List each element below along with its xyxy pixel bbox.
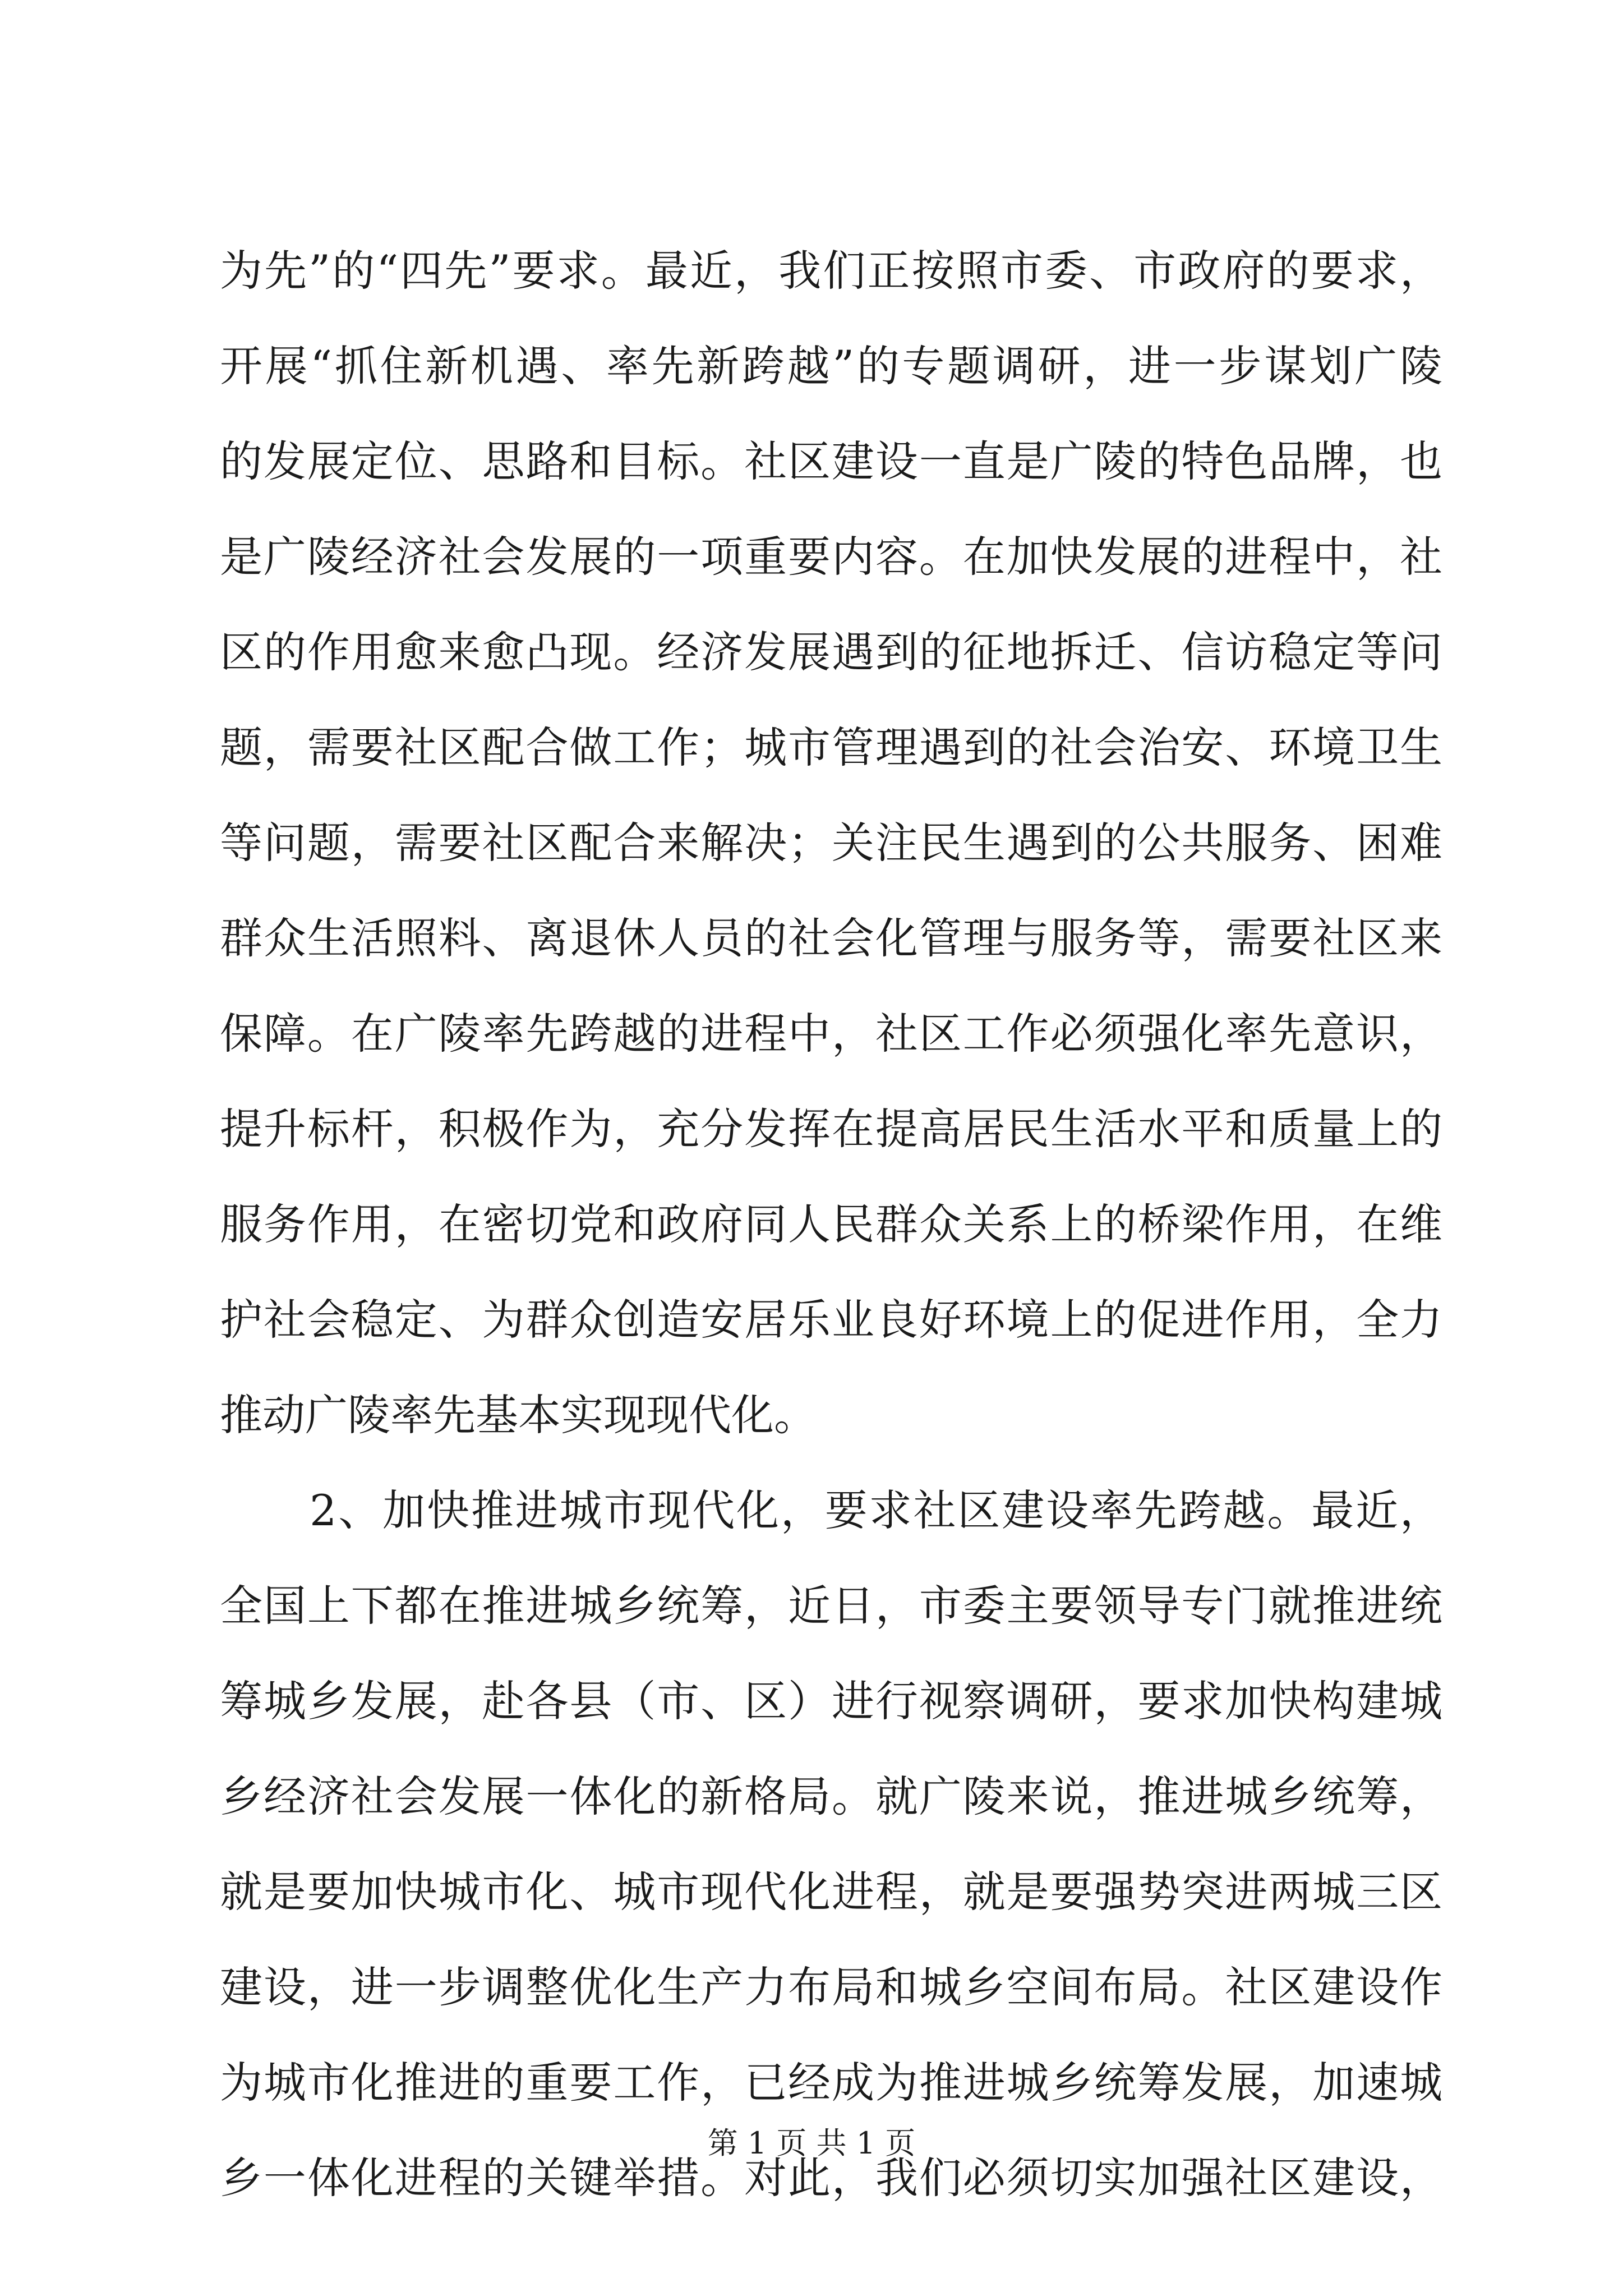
- text-line: 开展“抓住新机遇、率先新跨越”的专题调研，进一步谋划广陵: [220, 341, 1442, 391]
- text-line: 的发展定位、思路和目标。社区建设一直是广陵的特色品牌，也: [220, 436, 1442, 486]
- text-line: 保障。在广陵率先跨越的进程中，社区工作必须强化率先意识，: [220, 1009, 1442, 1059]
- text-line: 是广陵经济社会发展的一项重要内容。在加快发展的进程中，社: [220, 532, 1442, 582]
- body-text: [220, 223, 1442, 2226]
- text-line: 等问题，需要社区配合来解决；关注民生遇到的公共服务、困难: [220, 818, 1442, 868]
- text-line: 为城市化推进的重要工作，已经成为推进城乡统筹发展，加速城: [220, 2058, 1442, 2108]
- text-line: 2、加快推进城市现代化，要求社区建设率先跨越。最近，: [310, 1485, 1442, 1535]
- text-line: 乡经济社会发展一体化的新格局。就广陵来说，推进城乡统筹，: [220, 1772, 1442, 1821]
- text-line: 全国上下都在推进城乡统筹，近日，市委主要领导专门就推进统: [220, 1581, 1442, 1631]
- text-line: 为先”的“四先”要求。最近，我们正按照市委、市政府的要求，: [220, 246, 1442, 296]
- text-line: 推动广陵率先基本实现现代化。: [220, 1390, 817, 1440]
- text-line: 群众生活照料、离退休人员的社会化管理与服务等，需要社区来: [220, 913, 1442, 963]
- text-line: 就是要加快城市化、城市现代化进程，就是要强势突进两城三区: [220, 1867, 1442, 1917]
- text-line: 筹城乡发展，赴各县（市、区）进行视察调研，要求加快构建城: [220, 1676, 1442, 1726]
- text-line: 提升标杆，积极作为，充分发挥在提高居民生活水平和质量上的: [220, 1104, 1442, 1154]
- text-line: 护社会稳定、为群众创造安居乐业良好环境上的促进作用，全力: [220, 1295, 1442, 1345]
- text-line: 建设，进一步调整优化生产力布局和城乡空间布局。社区建设作: [220, 1962, 1442, 2012]
- text-line: 乡一体化进程的关键举措。对此，我们必须切实加强社区建设，: [220, 2153, 1442, 2203]
- page-number-footer: 第 1 页 共 1 页: [707, 2125, 916, 2161]
- text-line: 服务作用，在密切党和政府同人民群众关系上的桥梁作用，在维: [220, 1199, 1442, 1249]
- text-line: 题，需要社区配合做工作；城市管理遇到的社会治安、环境卫生: [220, 723, 1442, 772]
- text-line: 区的作用愈来愈凸现。经济发展遇到的征地拆迁、信访稳定等问: [220, 627, 1442, 677]
